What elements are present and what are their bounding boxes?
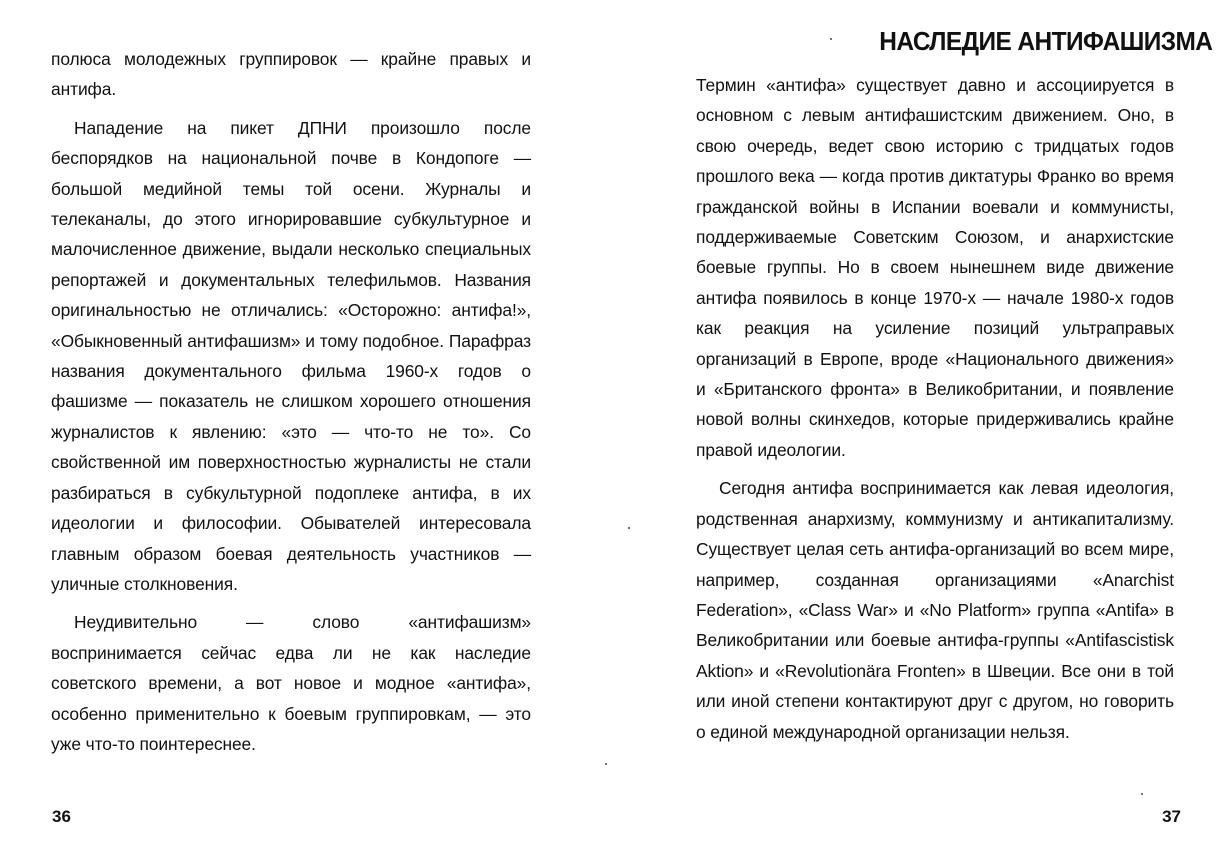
left-page-text: [51, 44, 531, 767]
paragraph: Неудивительно — слово «антифашизм» воспринимается сейчас едва ли не как наследие советского времени, а вот новое и модное «антифа», особенно применительно к боевым группировкам, — это уже что-то поинтереснее.: [51, 612, 531, 754]
scan-speck: [1141, 793, 1143, 795]
chapter-title: НАСЛЕДИЕ АНТИФАШИЗМА: [878, 26, 1212, 56]
left-page: [0, 0, 600, 859]
right-page-text: [696, 70, 1174, 755]
page-number-left: 36: [52, 807, 71, 826]
paragraph: Сегодня антифа воспринимается как левая идеология, родственная анархизму, коммунизму и антикапитализму. Существует целая сеть антифа-организаций во всем мире, например, созданная организациями «Anarchist Federation», «Class War» и «No Platform» группа «Antifa» в Великобритании или боевые антифа-группы «Antifascistisk Aktion» и «Revolutionära Fronten» в Швеции. Все они в той или иной степени контактируют друг с другом, но говорить о единой международной организации нельзя.: [696, 478, 1174, 742]
scan-speck: [628, 527, 630, 529]
paragraph: Термин «антифа» существует давно и ассоциируется в основном с левым антифашистским движением. Оно, в свою очередь, ведет свою историю с тридцатых годов прошлого века — когда против диктатуры Франко во время гражданской войны в Испании воевали и коммунисты, поддерживаемые Советским Союзом, и анархистские боевые группы. Но в своем нынешнем виде движение антифа появилось в конце 1970-х — начале 1980-х годов как реакция на усиление позиций ультраправых организаций в Европе, вроде «Национального движения» и «Британского фронта» в Великобритании, и появление новой волны скинхедов, которые придерживались крайне правой идеологии.: [696, 75, 1174, 460]
right-page: [610, 0, 1219, 859]
scan-speck: [605, 763, 607, 765]
page-number-right: 37: [1162, 807, 1181, 826]
paragraph: полюса молодежных группировок — крайне правых и антифа.: [51, 49, 531, 100]
scan-speck: [830, 38, 832, 40]
paragraph: Нападение на пикет ДПНИ произошло после беспорядков на национальной почве в Кондопоге — большой медийной темы той осени. Журналы и телеканалы, до этого игнорировавшие субкультурное и малочисленное движение, выдали несколько специальных репортажей и документальных телефильмов. Названия оригинальностью не отличались: «Осторожно: антифа!», «Обыкновенный антифашизм» и тому подобное. Парафраз названия документального фильма 1960-х годов о фашизме — показатель не слишком хорошего отношения журналистов к явлению: «это — что-то не то». Со свойственной им поверхностностью журналисты не стали разбираться в субкультурной подоплеке антифа, в их идеологии и философии. Обывателей интересовала главным образом боевая деятельность участников — уличные столкновения.: [51, 117, 531, 594]
